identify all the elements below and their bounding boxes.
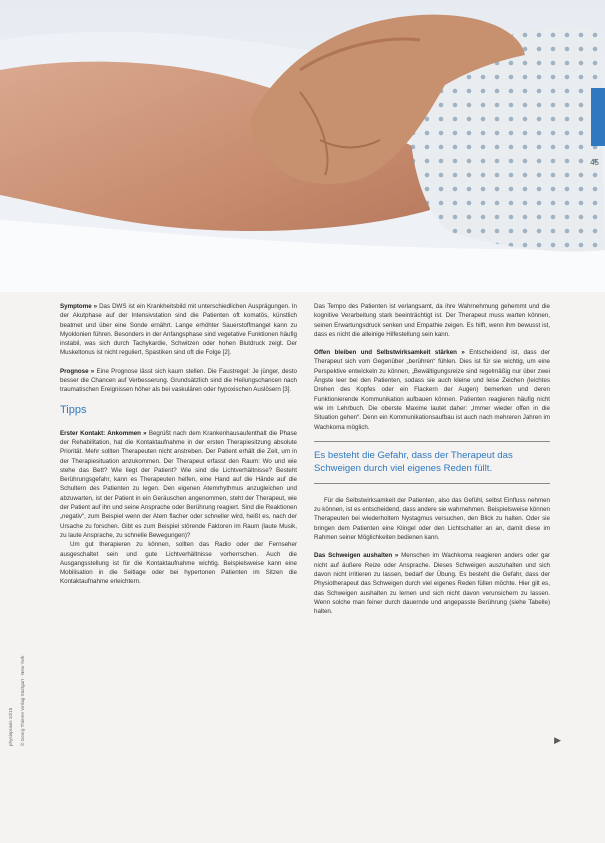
symptome-paragraph <box>60 302 297 358</box>
kontakt-text: Begrüßt nach dem Krankenhausaufenthalt die Phase der Rehabilitation, hat die Kontaktaufnahme in der ersten Therapiesitzung absolute Priorität. Mehr sollten Therapeuten nicht anstreben. Der Patient erhält die Zeit, um in der Therapiesituation anzukommen. Der Therapeut erfasst den Raum: Wo und wie stehe das Bett? Wie liegt der Patient? Wie sind die Lichtverhältnisse? Besteht Berührungsgefahr, kann es Therapeuten helfen, eine Hand auf die Hände auf die Schultern des Patienten zu legen. Den eigenen Atemrhythmus anzugleichen und abzuwarten, ist der Patient in ein Geräuschen angenommen, steht der Therapeut, wie der Patient auf ihn und seine Ansprache oder Berührung reagiert. Sind die Reaktionen „negativ“, zum Beispiel wenn der Atem flacher oder schneller wird, heißt es, nach der Ursache zu forschen. Gibt es zum Beispiel störende Faktoren im Raum (laute Musik, zu laute Ansprache, zu schnelle Bewegungen)? <box>60 429 297 539</box>
offen-paragraph <box>314 348 550 432</box>
schweigen-label: Das Schweigen aushalten » <box>314 552 399 560</box>
fuer-paragraph: Für die Selbstwirksamkeit der Patienten, also das Gefühl, selbst Einfluss nehmen zu können, ist es entscheidend, dass andere sie wahrnehmen. Beispielsweise können Therapeuten bei wiederholtem Nystagmus versuchen, den Blick zu halten. Oder sie bringen dem Patienten eine Klingel oder den Lichtschalter an an, damit diese im Rahmen seiner Möglichkeiten bedienen kann. <box>314 496 550 542</box>
kontakt-paragraph-2: Um gut therapieren zu können, sollten das Radio oder der Fernseher ausgeschaltet sein und gute Lichtverhältnisse vorherrschen. Auch die Ausgangsstellung ist für die Kontaktaufnahme wichtig. Beispielsweise kann eine Mobilisation in die Seitlage oder bei hypertonen Patienten im Sitzen die Kontaktaufnahme erleichtern. <box>60 541 297 586</box>
schweigen-text: Menschen im Wachkoma reagieren anders oder gar nicht auf äußere Reize oder Ansprache. Dieses Schweigen auszuhalten und sich davon nicht irritieren zu lassen, bedarf der Übung. Es besteht die Gefahr, dass der Physiotherapeut das Schweigen durch viel eigenes Reden füllen möchte. Hier gilt es, das Schweigen aushalten zu lernen und sich nicht davon verunsichern zu lassen. Wenn solche man feiner durch dauernde und angepasste Berührung (siehe Tabelle) halten. <box>314 552 550 616</box>
offen-text: Entscheidend ist, dass der Therapeut sich vom Gegenüber „berühren“ fühlen. Dies ist für sie wichtig, um eine Perspektive entwickeln zu können, „Bewältigungsreize sind regelmäßig nur über zwei Ängste leer bei den Patienten, sodass sie auch kleine und leise Zeichen (leichtes Drehen des Kopfes oder ein Flackern der Augen) bemerken und deren Funktionierende Kommunikation aufbauen können. Patienten reagieren häufig nicht wie im Lehrbuch. Die oberste Maxime lautet daher: „Immer wieder offen in die Situation gehen“. Denn ein Kommunikationsaufbau ist auch nach mehreren Jahren im Wachkoma möglich. <box>314 349 550 431</box>
offen-label: Offen bleiben und Selbstwirksamkeit stärken » <box>314 349 465 357</box>
hand-on-arm-illustration <box>0 0 605 292</box>
prognose-paragraph <box>60 367 297 395</box>
intro-paragraph: Das Tempo des Patienten ist verlangsamt, da ihre Wahrnehmung gehemmt und die kognitive Verarbeitung stark beeinträchtigt ist. Der Therapeut muss warten können, seinen Erwartungsdruck senken und Empathie zeigen. Es hilft, wenn ihm bewusst ist, dass es nicht die alleinige Hilfestellung sein kann. <box>314 303 550 338</box>
pull-quote: Es besteht die Gefahr, dass der Therapeut das Schweigen durch viel eigenes Reden füllt. <box>314 441 550 484</box>
kontakt-paragraph <box>60 429 297 541</box>
symptome-text: Das DWS ist ein Krankheitsbild mit unterschiedlichen Ausprägungen. In der Akutphase auf der Intensivstation sind die Patienten oft komatös, künstlich beatmet und über eine Sonde ernährt. Lange erhöhter Sauerstoffmangel kann zu Myoklonien führen. Besonders in der Anfangsphase sind vegetative Funktionen häufig instabil, was sich durch Tachykardie, Schwitzen oder hohen Blutdruck zeigt. Der Muskeltonus ist nicht reguliert, Spastiken sind oft die Folge [2]. <box>60 303 297 357</box>
section-tab <box>591 88 605 146</box>
margin-notes <box>8 596 38 746</box>
symptome-label: Symptome » <box>60 303 98 310</box>
continue-arrow-icon: ▶ <box>554 735 561 745</box>
prognose-text: Eine Prognose lässt sich kaum stellen. Die Faustregel: Je jünger, desto besser die Chancen auf Verbesserung. Grundsätzlich sind die Heilungschancen nach traumatischen Ereignissen höher als bei vaskulären oder hypoxischen Auslösern [3]. <box>60 367 297 394</box>
tipps-heading: Tipps <box>60 403 87 416</box>
kontakt-label: Erster Kontakt: Ankommen » <box>60 429 147 437</box>
margin-note-journal: physiopraxis 10/15 <box>8 707 13 746</box>
hero-photo <box>0 0 605 292</box>
right-column <box>314 302 550 625</box>
schweigen-paragraph <box>314 551 550 616</box>
prognose-label: Prognose » <box>60 367 95 375</box>
left-column <box>60 302 297 596</box>
margin-note-publisher: © Georg Thieme Verlag Stuttgart · New York <box>20 655 25 746</box>
page-number: 45 <box>590 158 599 167</box>
